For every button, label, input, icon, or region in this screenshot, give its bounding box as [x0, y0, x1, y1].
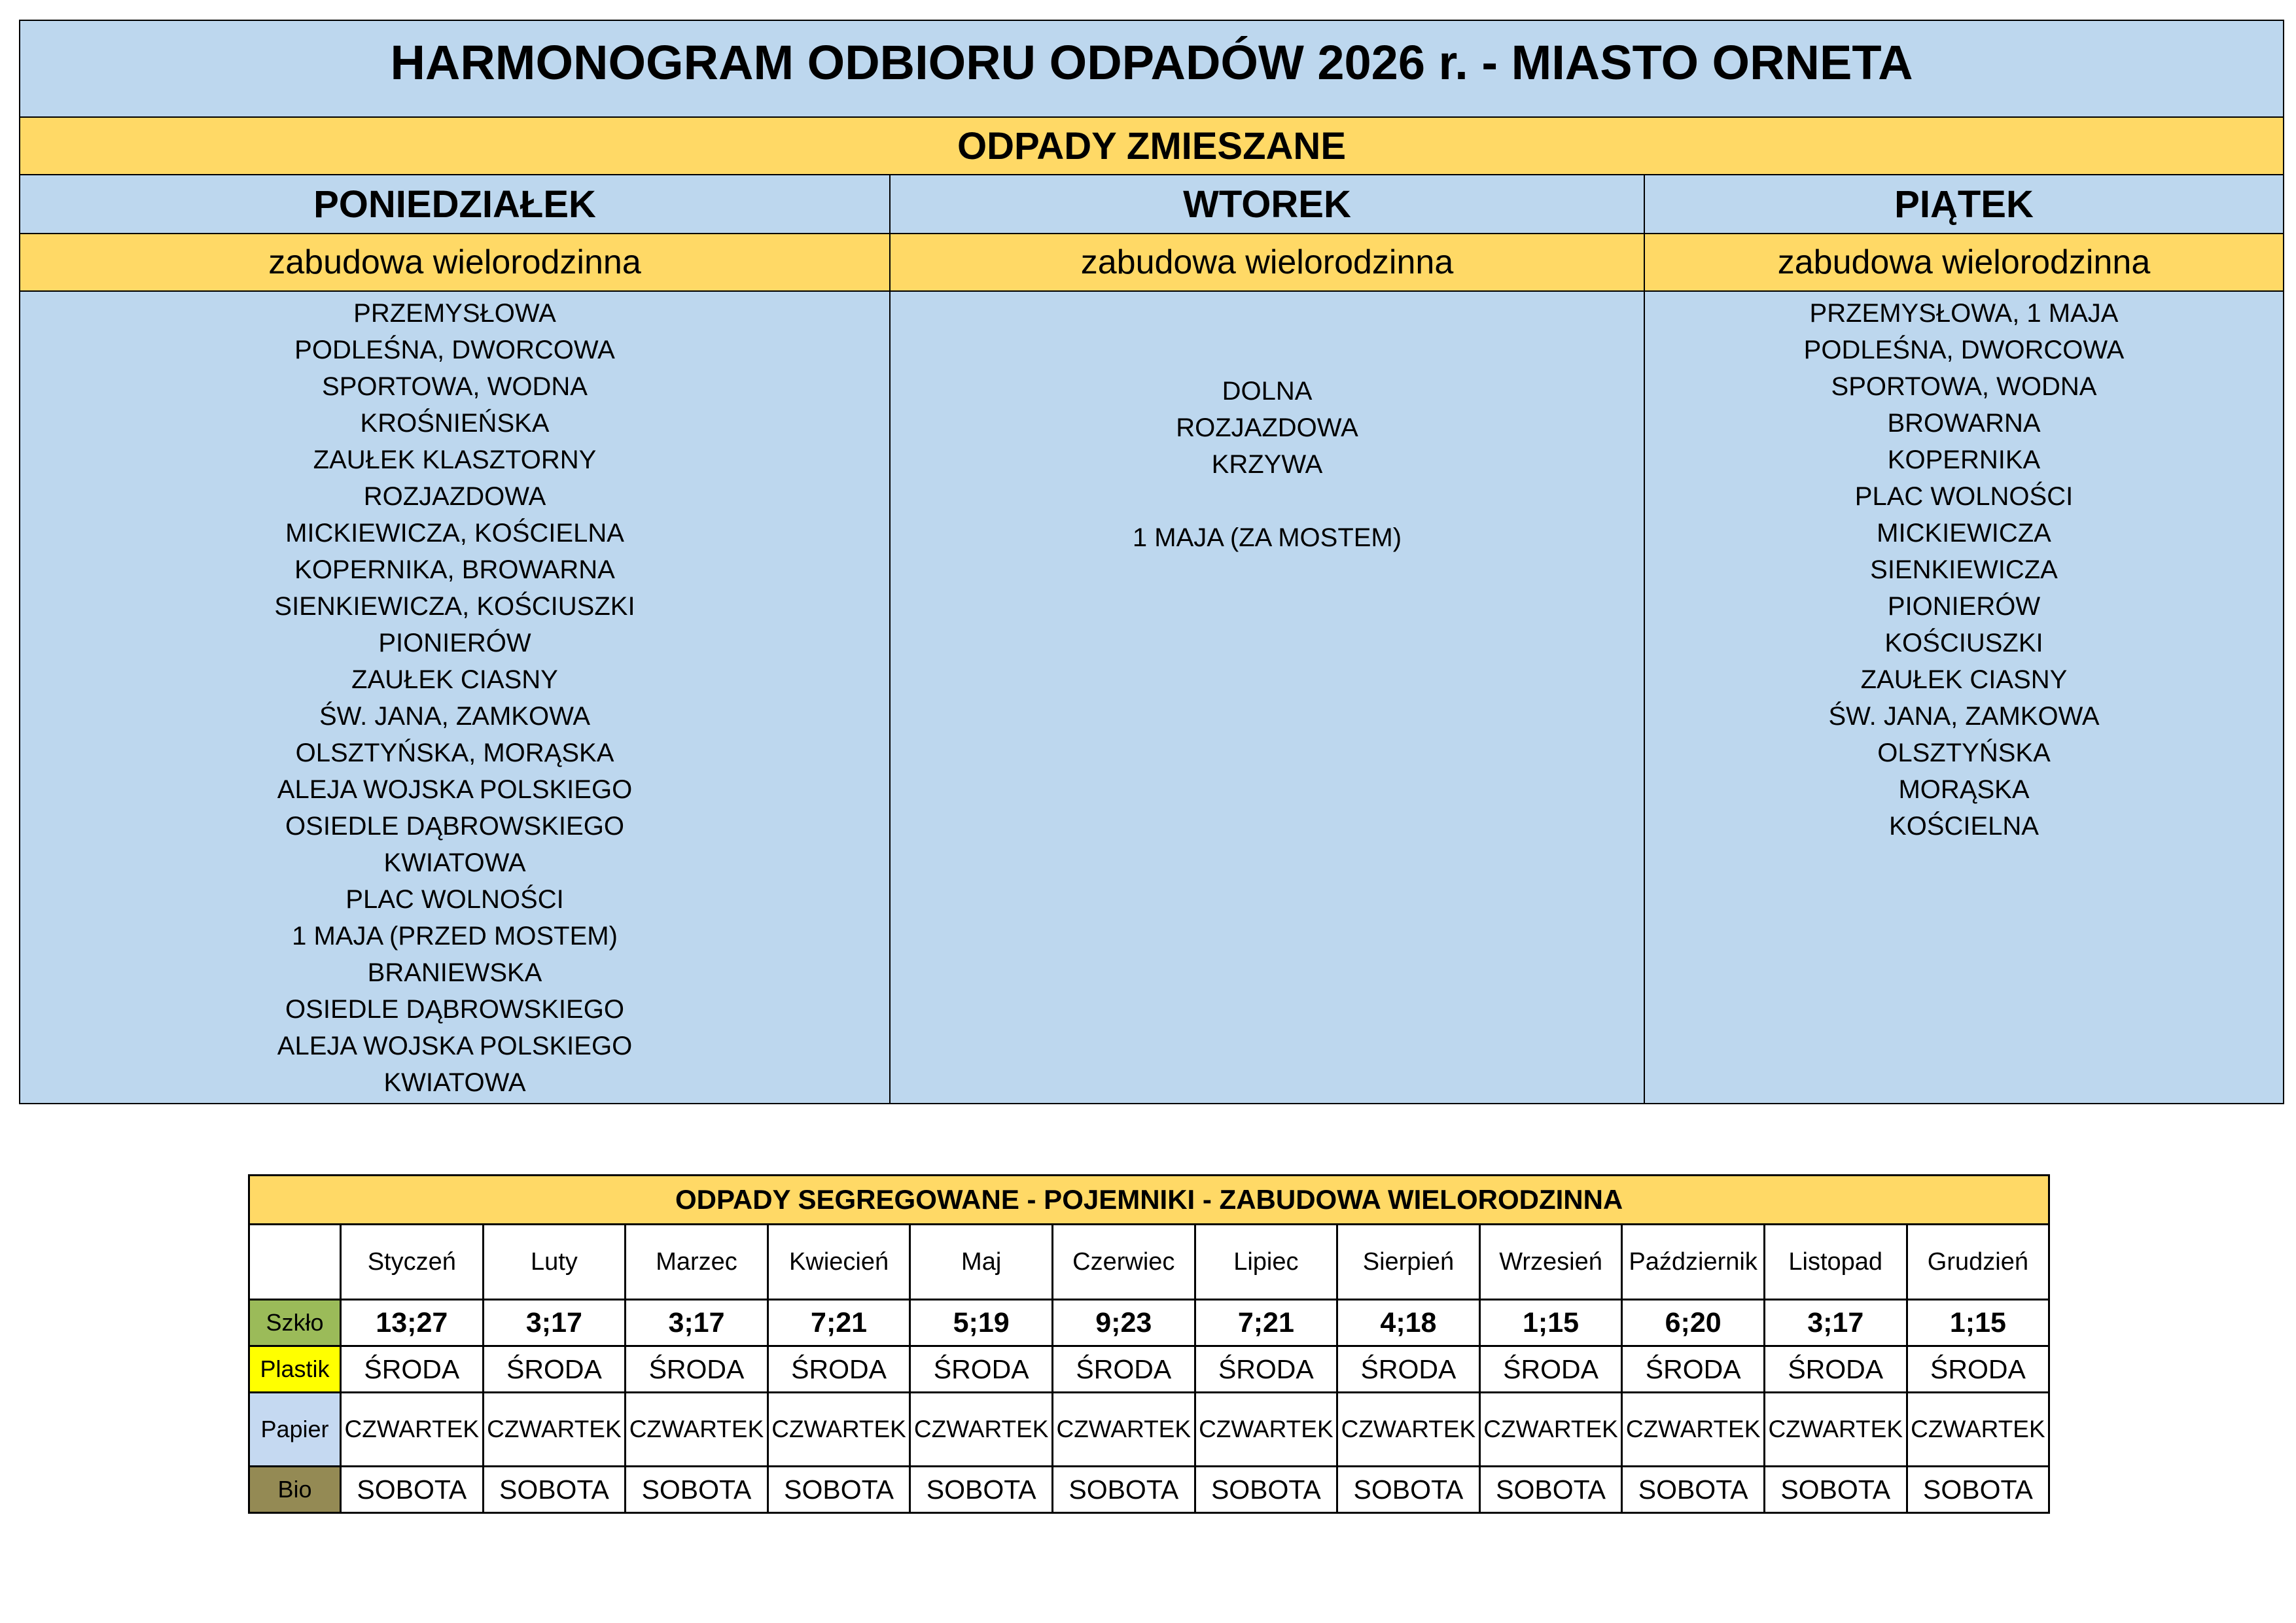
street-item: OLSZTYŃSKA, MORĄSKA	[295, 739, 614, 767]
segregated-waste-table	[248, 1174, 2050, 1514]
street-item: ALEJA WOJSKA POLSKIEGO	[277, 775, 633, 804]
pickup-cell: SOBOTA	[1479, 1467, 1622, 1513]
mixed-waste-table	[19, 20, 2284, 1104]
pickup-cell: SOBOTA	[1052, 1467, 1195, 1513]
pickup-cell: CZWARTEK	[1764, 1393, 1907, 1467]
street-item: PLAC WOLNOŚCI	[345, 885, 564, 914]
pickup-cell: SOBOTA	[341, 1467, 484, 1513]
pickup-cell: 7;21	[1195, 1300, 1337, 1346]
street-item: ZAUŁEK CIASNY	[1860, 665, 2068, 694]
street-item: 1 MAJA (ZA MOSTEM)	[1132, 523, 1402, 552]
street-item: PODLEŚNA, DWORCOWA	[294, 336, 615, 364]
pickup-cell: CZWARTEK	[626, 1393, 768, 1467]
street-item: KWIATOWA	[383, 1068, 526, 1097]
street-item: PRZEMYSŁOWA	[353, 299, 556, 328]
street-item: MICKIEWICZA	[1877, 519, 2051, 548]
pickup-cell: CZWARTEK	[1195, 1393, 1337, 1467]
street-item: KOPERNIKA	[1887, 445, 2041, 474]
pickup-cell: SOBOTA	[768, 1467, 910, 1513]
waste-type-label: Szkło	[249, 1300, 341, 1346]
pickup-cell: 3;17	[626, 1300, 768, 1346]
pickup-cell: SOBOTA	[626, 1467, 768, 1513]
street-item: PIONIERÓW	[378, 629, 531, 657]
street-item: OLSZTYŃSKA	[1877, 739, 2051, 767]
month-header: Kwiecień	[768, 1225, 910, 1300]
pickup-cell: ŚRODA	[1195, 1346, 1337, 1393]
page-title: HARMONOGRAM ODBIORU ODPADÓW 2026 r. - MIASTO ORNETA	[20, 20, 2284, 117]
month-header: Lipiec	[1195, 1225, 1337, 1300]
pickup-cell: CZWARTEK	[1907, 1393, 2049, 1467]
pickup-cell: 7;21	[768, 1300, 910, 1346]
day-header-monday: PONIEDZIAŁEK	[20, 175, 890, 234]
pickup-cell: SOBOTA	[1337, 1467, 1480, 1513]
street-item: ALEJA WOJSKA POLSKIEGO	[277, 1032, 633, 1060]
streets-friday	[1644, 291, 2284, 1104]
pickup-cell: ŚRODA	[1337, 1346, 1480, 1393]
pickup-cell: CZWARTEK	[483, 1393, 626, 1467]
waste-type-label: Papier	[249, 1393, 341, 1467]
street-item: SPORTOWA, WODNA	[1831, 372, 2097, 401]
street-item: SIENKIEWICZA, KOŚCIUSZKI	[274, 592, 635, 621]
waste-type-label: Bio	[249, 1467, 341, 1513]
month-header: Maj	[910, 1225, 1053, 1300]
street-item: KRZYWA	[1211, 450, 1323, 479]
street-item: KWIATOWA	[383, 848, 526, 877]
street-item: PODLEŚNA, DWORCOWA	[1803, 336, 2125, 364]
pickup-cell: 13;27	[341, 1300, 484, 1346]
month-header: Czerwiec	[1052, 1225, 1195, 1300]
street-item	[891, 483, 1644, 519]
pickup-cell: ŚRODA	[341, 1346, 484, 1393]
street-item: KROŚNIEŃSKA	[360, 409, 550, 438]
pickup-cell: ŚRODA	[910, 1346, 1053, 1393]
month-header: Grudzień	[1907, 1225, 2049, 1300]
pickup-cell: ŚRODA	[483, 1346, 626, 1393]
pickup-cell: SOBOTA	[1907, 1467, 2049, 1513]
pickup-cell: ŚRODA	[1479, 1346, 1622, 1393]
pickup-cell: 1;15	[1907, 1300, 2049, 1346]
pickup-cell: SOBOTA	[910, 1467, 1053, 1513]
month-header: Styczeń	[341, 1225, 484, 1300]
building-type-friday: zabudowa wielorodzinna	[1644, 234, 2284, 291]
street-item: OSIEDLE DĄBROWSKIEGO	[285, 995, 624, 1024]
day-header-friday: PIĄTEK	[1644, 175, 2284, 234]
pickup-cell: ŚRODA	[626, 1346, 768, 1393]
pickup-cell: 5;19	[910, 1300, 1053, 1346]
pickup-cell: CZWARTEK	[1622, 1393, 1765, 1467]
waste-row	[249, 1346, 2049, 1393]
pickup-cell: SOBOTA	[1195, 1467, 1337, 1513]
pickup-cell: 6;20	[1622, 1300, 1765, 1346]
pickup-cell: CZWARTEK	[910, 1393, 1053, 1467]
segregated-title: ODPADY SEGREGOWANE - POJEMNIKI - ZABUDOWA WIELORODZINNA	[249, 1176, 2049, 1225]
pickup-cell: CZWARTEK	[1052, 1393, 1195, 1467]
waste-row	[249, 1467, 2049, 1513]
street-item: ZAUŁEK KLASZTORNY	[313, 445, 597, 474]
street-list-tuesday	[891, 292, 1644, 556]
pickup-cell: ŚRODA	[1622, 1346, 1765, 1393]
pickup-cell: ŚRODA	[1907, 1346, 2049, 1393]
pickup-cell: 9;23	[1052, 1300, 1195, 1346]
street-item: ZAUŁEK CIASNY	[351, 665, 558, 694]
streets-tuesday	[890, 291, 1644, 1104]
pickup-cell: ŚRODA	[1052, 1346, 1195, 1393]
month-header: Luty	[483, 1225, 626, 1300]
building-type-monday: zabudowa wielorodzinna	[20, 234, 890, 291]
month-header: Marzec	[626, 1225, 768, 1300]
street-item: PLAC WOLNOŚCI	[1854, 482, 2074, 511]
streets-monday	[20, 291, 890, 1104]
street-item: KOPERNIKA, BROWARNA	[294, 555, 615, 584]
street-item: 1 MAJA (PRZED MOSTEM)	[292, 922, 618, 951]
street-item: PRZEMYSŁOWA, 1 MAJA	[1809, 299, 2119, 328]
street-item: KOŚCIELNA	[1889, 812, 2039, 841]
building-type-tuesday: zabudowa wielorodzinna	[890, 234, 1644, 291]
month-header: Wrzesień	[1479, 1225, 1622, 1300]
pickup-cell: 3;17	[1764, 1300, 1907, 1346]
street-item: BROWARNA	[1887, 409, 2041, 438]
waste-type-label: Plastik	[249, 1346, 341, 1393]
month-header: Październik	[1622, 1225, 1765, 1300]
corner-cell	[249, 1225, 341, 1300]
pickup-cell: CZWARTEK	[1479, 1393, 1622, 1467]
street-item: ŚW. JANA, ZAMKOWA	[319, 702, 591, 731]
pickup-cell: ŚRODA	[768, 1346, 910, 1393]
street-list-friday	[1645, 292, 2283, 845]
street-item: ŚW. JANA, ZAMKOWA	[1828, 702, 2100, 731]
day-header-tuesday: WTOREK	[890, 175, 1644, 234]
pickup-cell: 4;18	[1337, 1300, 1480, 1346]
mixed-category-header: ODPADY ZMIESZANE	[20, 117, 2284, 175]
street-item: ROZJAZDOWA	[363, 482, 546, 511]
street-item: SIENKIEWICZA	[1870, 555, 2058, 584]
pickup-cell: CZWARTEK	[768, 1393, 910, 1467]
pickup-cell: SOBOTA	[1764, 1467, 1907, 1513]
pickup-cell: CZWARTEK	[1337, 1393, 1480, 1467]
street-item: ROZJAZDOWA	[1176, 413, 1358, 442]
street-item: OSIEDLE DĄBROWSKIEGO	[285, 812, 624, 841]
street-item: SPORTOWA, WODNA	[322, 372, 588, 401]
street-item: PIONIERÓW	[1887, 592, 2041, 621]
month-header: Sierpień	[1337, 1225, 1480, 1300]
pickup-cell: ŚRODA	[1764, 1346, 1907, 1393]
street-item: DOLNA	[1222, 377, 1313, 406]
pickup-cell: 3;17	[483, 1300, 626, 1346]
street-item: BRANIEWSKA	[367, 958, 542, 987]
pickup-cell: CZWARTEK	[341, 1393, 484, 1467]
pickup-cell: SOBOTA	[483, 1467, 626, 1513]
street-item: KOŚCIUSZKI	[1884, 629, 2043, 657]
street-list-monday	[20, 292, 889, 1101]
waste-row	[249, 1300, 2049, 1346]
month-header-row	[249, 1225, 2049, 1300]
pickup-cell: 1;15	[1479, 1300, 1622, 1346]
pickup-cell: SOBOTA	[1622, 1467, 1765, 1513]
waste-row	[249, 1393, 2049, 1467]
street-item: MORĄSKA	[1898, 775, 2030, 804]
street-item: MICKIEWICZA, KOŚCIELNA	[285, 519, 624, 548]
month-header: Listopad	[1764, 1225, 1907, 1300]
